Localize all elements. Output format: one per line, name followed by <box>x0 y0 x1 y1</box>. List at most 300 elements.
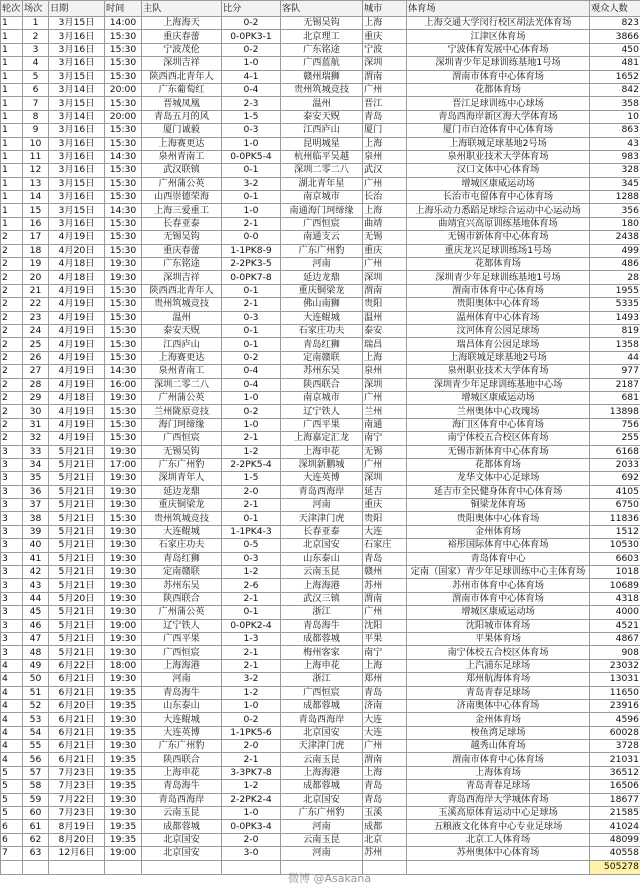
table-row <box>1 432 640 445</box>
cell-attendance: 2187 <box>590 378 640 391</box>
cell-date: 5月21日 <box>49 619 105 632</box>
cell-away-team: 江西庐山 <box>281 124 363 137</box>
cell-away-team: 重庆铜梁龙 <box>281 284 363 297</box>
cell-city: 重庆 <box>363 30 407 43</box>
cell-date: 8月19日 <box>49 820 105 833</box>
col-header-away: 客队 <box>281 1 363 17</box>
table-row <box>1 418 640 431</box>
cell-date: 3月15日 <box>49 17 105 30</box>
cell-home-team: 大连鲲城 <box>142 525 222 538</box>
cell-stadium: 越秀山体育场 <box>407 740 590 753</box>
cell-away-team: 青岛红狮 <box>281 338 363 351</box>
cell-round: 1 <box>1 70 23 83</box>
cell-city: 深圳 <box>363 57 407 70</box>
cell-match-no: 62 <box>23 833 49 846</box>
cell-city: 上海 <box>363 659 407 672</box>
cell-match-no: 43 <box>23 579 49 592</box>
cell-stadium: 无锡市新体育中心体育场 <box>407 231 590 244</box>
cell-date: 4月19日 <box>49 418 105 431</box>
cell-stadium: 郑州航海体育场 <box>407 673 590 686</box>
cell-attendance: 13898 <box>590 405 640 418</box>
cell-attendance: 16506 <box>590 780 640 793</box>
cell-away-team: 南京城市 <box>281 191 363 204</box>
cell-date: 6月21日 <box>49 753 105 766</box>
cell-away-team: 上海海港 <box>281 579 363 592</box>
cell-attendance: 681 <box>590 391 640 404</box>
cell-attendance: 4521 <box>590 619 640 632</box>
table-row <box>1 391 640 404</box>
cell-round: 3 <box>1 458 23 471</box>
cell-away-team: 贵州筑城竞技 <box>281 83 363 96</box>
cell-away-team: 北京国安 <box>281 726 363 739</box>
cell-away-team: 广西蓝航 <box>281 57 363 70</box>
cell-date: 3月16日 <box>49 57 105 70</box>
cell-round: 3 <box>1 592 23 605</box>
cell-home-team: 武汉联镇 <box>142 164 222 177</box>
cell-attendance: 692 <box>590 472 640 485</box>
cell-round: 5 <box>1 780 23 793</box>
cell-away-team: 北京国安 <box>281 793 363 806</box>
cell-match-no: 27 <box>23 365 49 378</box>
cell-home-team: 辽宁铁人 <box>142 619 222 632</box>
cell-match-no: 31 <box>23 418 49 431</box>
table-row <box>1 539 640 552</box>
cell-stadium: 玉溪高原体育运动中心足球场 <box>407 807 590 820</box>
cell-city: 南通 <box>363 418 407 431</box>
cell-home-team: 深圳青年人 <box>142 472 222 485</box>
cell-round: 3 <box>1 485 23 498</box>
table-row <box>1 177 640 190</box>
cell-stadium: 上海乐动力悉蹈足球综合运动中心运动场 <box>407 204 590 217</box>
cell-away-team: 广东广州豹 <box>281 244 363 257</box>
cell-away-team: 大连英博 <box>281 472 363 485</box>
table-row <box>1 579 640 592</box>
cell-city: 上海 <box>363 204 407 217</box>
cell-away-team: 广东广州豹 <box>281 807 363 820</box>
cell-attendance: 481 <box>590 57 640 70</box>
cell-away-team: 杭州临平吴越 <box>281 150 363 163</box>
cell-home-team: 陕西联合 <box>142 753 222 766</box>
cell-stadium: 宁波体育发展中心体育场 <box>407 43 590 56</box>
table-row <box>1 311 640 324</box>
cell-stadium: 渭南市体育中心体育场 <box>407 592 590 605</box>
table-row <box>1 753 640 766</box>
cell-round: 3 <box>1 512 23 525</box>
cell-round: 2 <box>1 432 23 445</box>
cell-home-team: 上海海天 <box>142 17 222 30</box>
cell-home-team: 广东葡萄红 <box>142 83 222 96</box>
cell-away-team: 云南玉昆 <box>281 566 363 579</box>
cell-match-no: 61 <box>23 820 49 833</box>
table-row <box>1 726 640 739</box>
cell-away-team: 上海嘉定汇龙 <box>281 432 363 445</box>
cell-stadium: 花都体育场 <box>407 458 590 471</box>
cell-away-team: 云南玉昆 <box>281 753 363 766</box>
cell-score: 2-2PK5-4 <box>222 458 281 471</box>
col-header-attendance: 观众人数 <box>590 1 640 17</box>
cell-time: 15:30 <box>105 124 142 137</box>
cell-stadium: 增城区康威运动场 <box>407 177 590 190</box>
cell-match-no: 36 <box>23 485 49 498</box>
cell-home-team: 重庆春蕾 <box>142 244 222 257</box>
cell-time: 20:00 <box>105 83 142 96</box>
cell-date: 4月18日 <box>49 391 105 404</box>
cell-score: 0-3 <box>222 552 281 565</box>
cell-attendance: 13031 <box>590 673 640 686</box>
cell-city: 广州 <box>363 391 407 404</box>
cell-city: 兰州 <box>363 405 407 418</box>
cell-round: 1 <box>1 30 23 43</box>
cell-round: 1 <box>1 57 23 70</box>
cell-city: 平果 <box>363 632 407 645</box>
table-row <box>1 70 640 83</box>
cell-score: 3-2 <box>222 177 281 190</box>
cell-stadium: 金州体育场 <box>407 525 590 538</box>
cell-time: 19:30 <box>105 271 142 284</box>
cell-away-team: 河南 <box>281 499 363 512</box>
cell-away-team: 河南 <box>281 847 363 860</box>
cell-home-team: 陕西西北青年人 <box>142 284 222 297</box>
cell-time: 19:35 <box>105 753 142 766</box>
cell-score: 1-2 <box>222 445 281 458</box>
cell-round: 1 <box>1 43 23 56</box>
cell-score: 0-2 <box>222 351 281 364</box>
cell-away-team: 南通支云 <box>281 231 363 244</box>
cell-round: 4 <box>1 673 23 686</box>
cell-round: 3 <box>1 499 23 512</box>
table-row <box>1 204 640 217</box>
cell-match-no: 15 <box>23 204 49 217</box>
cell-match-no: 54 <box>23 726 49 739</box>
cell-city: 渭南 <box>363 70 407 83</box>
cell-match-no: 2 <box>23 30 49 43</box>
cell-match-no: 42 <box>23 566 49 579</box>
cell-away-team: 浙江 <box>281 606 363 619</box>
cell-stadium: 青岛青春足球场 <box>407 780 590 793</box>
cell-city: 济南 <box>363 699 407 712</box>
cell-time: 15:30 <box>105 284 142 297</box>
cell-match-no: 26 <box>23 351 49 364</box>
cell-home-team: 青岛海牛 <box>142 780 222 793</box>
cell-match-no: 1 <box>23 17 49 30</box>
table-row <box>1 324 640 337</box>
cell-match-no: 16 <box>23 217 49 230</box>
cell-home-team: 上海三爱重工 <box>142 204 222 217</box>
cell-stadium: 苏州奥体中心体育场 <box>407 847 590 860</box>
cell-attendance: 3866 <box>590 30 640 43</box>
cell-match-no: 56 <box>23 753 49 766</box>
cell-city: 大连 <box>363 726 407 739</box>
cell-score: 1-0 <box>222 807 281 820</box>
cell-city: 上海 <box>363 766 407 779</box>
cell-city: 苏州 <box>363 847 407 860</box>
cell-time: 19:30 <box>105 552 142 565</box>
cell-round: 2 <box>1 365 23 378</box>
cell-city: 青岛 <box>363 552 407 565</box>
cell-home-team: 广东广州豹 <box>142 458 222 471</box>
cell-match-no: 18 <box>23 244 49 257</box>
cell-home-team: 北京国安 <box>142 847 222 860</box>
cell-city: 广州 <box>363 606 407 619</box>
cell-attendance: 11650 <box>590 686 640 699</box>
cell-attendance: 44 <box>590 351 640 364</box>
cell-date: 4月19日 <box>49 231 105 244</box>
cell-city: 曲靖 <box>363 217 407 230</box>
cell-time: 16:00 <box>105 378 142 391</box>
cell-round: 2 <box>1 324 23 337</box>
table-row <box>1 807 640 820</box>
cell-home-team: 青岛海牛 <box>142 686 222 699</box>
cell-score: 3-3PK7-8 <box>222 766 281 779</box>
cell-city: 晋江 <box>363 97 407 110</box>
cell-home-team: 北京国安 <box>142 833 222 846</box>
cell-time: 15:30 <box>105 137 142 150</box>
cell-date: 4月19日 <box>49 365 105 378</box>
cell-attendance: 756 <box>590 418 640 431</box>
cell-home-team: 贵州筑城竞技 <box>142 298 222 311</box>
cell-attendance: 23916 <box>590 699 640 712</box>
cell-away-team: 青岛西海岸 <box>281 713 363 726</box>
cell-score: 0-1 <box>222 606 281 619</box>
cell-away-team: 青岛海牛 <box>281 619 363 632</box>
cell-attendance: 10530 <box>590 539 640 552</box>
cell-match-no: 30 <box>23 405 49 418</box>
cell-round: 2 <box>1 351 23 364</box>
cell-stadium: 上海交通大学闵行校区胡法光体育场 <box>407 17 590 30</box>
cell-round: 4 <box>1 713 23 726</box>
table-row <box>1 740 640 753</box>
cell-away-team: 辽宁铁人 <box>281 405 363 418</box>
cell-match-no: 6 <box>23 83 49 96</box>
cell-match-no: 5 <box>23 70 49 83</box>
cell-away-team: 南通海门珂缔缘 <box>281 204 363 217</box>
cell-city: 上海 <box>363 137 407 150</box>
table-row <box>1 833 640 846</box>
cell-stadium: 温州体育中心体育场 <box>407 311 590 324</box>
cell-city: 无锡 <box>363 231 407 244</box>
cell-score: 1-1PK5-6 <box>222 726 281 739</box>
cell-attendance: 908 <box>590 646 640 659</box>
cell-city: 郑州 <box>363 673 407 686</box>
cell-time: 19:30 <box>105 539 142 552</box>
cell-home-team: 广州蒲公英 <box>142 391 222 404</box>
col-header-time: 时间 <box>105 1 142 17</box>
cell-stadium: 增城区康威运动场 <box>407 391 590 404</box>
table-row <box>1 646 640 659</box>
cell-match-no: 10 <box>23 137 49 150</box>
cell-attendance: 21585 <box>590 807 640 820</box>
cell-stadium: 平果体育场 <box>407 632 590 645</box>
cell-attendance: 1018 <box>590 566 640 579</box>
cell-score: 2-0 <box>222 485 281 498</box>
cell-home-team: 宁波茂伦 <box>142 43 222 56</box>
cell-round: 3 <box>1 445 23 458</box>
cell-round: 1 <box>1 177 23 190</box>
cell-time: 15:30 <box>105 311 142 324</box>
cell-round: 2 <box>1 271 23 284</box>
cell-away-team: 浙江 <box>281 673 363 686</box>
cell-score: 0-0PK3-4 <box>222 820 281 833</box>
cell-away-team: 上海申花 <box>281 445 363 458</box>
cell-attendance: 4867 <box>590 632 640 645</box>
cell-round: 2 <box>1 311 23 324</box>
col-header-match: 场次 <box>23 1 49 17</box>
cell-stadium: 五粮液文化体育中心专业足球场 <box>407 820 590 833</box>
table-row <box>1 793 640 806</box>
cell-round: 1 <box>1 191 23 204</box>
cell-date: 5月21日 <box>49 512 105 525</box>
cell-away-team: 深圳二零二八 <box>281 164 363 177</box>
cell-match-no: 11 <box>23 150 49 163</box>
cell-date: 4月18日 <box>49 258 105 271</box>
col-header-round: 轮次 <box>1 1 23 17</box>
cell-stadium: 上海联城足球基地2号场 <box>407 351 590 364</box>
cell-home-team: 广西平果 <box>142 632 222 645</box>
cell-city: 青岛 <box>363 686 407 699</box>
table-row <box>1 686 640 699</box>
cell-match-no: 50 <box>23 673 49 686</box>
cell-round: 1 <box>1 217 23 230</box>
cell-attendance: 823 <box>590 17 640 30</box>
cell-city: 泉州 <box>363 365 407 378</box>
cell-attendance: 10 <box>590 110 640 123</box>
cell-attendance: 2438 <box>590 231 640 244</box>
cell-away-team: 湖北青年星 <box>281 177 363 190</box>
cell-score: 2-6 <box>222 579 281 592</box>
cell-score: 0-2 <box>222 713 281 726</box>
cell-match-no: 19 <box>23 258 49 271</box>
cell-away-team: 广西恒宸 <box>281 217 363 230</box>
cell-time: 15:30 <box>105 324 142 337</box>
cell-date: 3月16日 <box>49 43 105 56</box>
cell-home-team: 广西恒宸 <box>142 646 222 659</box>
cell-stadium: 花都体育场 <box>407 258 590 271</box>
cell-city: 泉州 <box>363 150 407 163</box>
cell-score: 0-4 <box>222 83 281 96</box>
cell-date: 3月15日 <box>49 204 105 217</box>
table-row <box>1 592 640 605</box>
cell-match-no: 47 <box>23 632 49 645</box>
cell-round: 4 <box>1 740 23 753</box>
cell-match-no: 57 <box>23 766 49 779</box>
col-header-date: 日期 <box>49 1 105 17</box>
cell-stadium: 铜梁龙体育场 <box>407 499 590 512</box>
cell-away-team: 广东铭途 <box>281 43 363 56</box>
cell-score: 1-2 <box>222 686 281 699</box>
cell-score: 1-1PK8-9 <box>222 244 281 257</box>
cell-city: 沈阳 <box>363 619 407 632</box>
cell-home-team: 泉州青南工 <box>142 365 222 378</box>
cell-away-team: 山东泰山 <box>281 552 363 565</box>
cell-match-no: 14 <box>23 191 49 204</box>
cell-time: 19:35 <box>105 780 142 793</box>
table-row <box>1 485 640 498</box>
cell-match-no: 41 <box>23 552 49 565</box>
cell-time: 19:30 <box>105 673 142 686</box>
cell-match-no: 58 <box>23 780 49 793</box>
cell-away-team: 泰安天贶 <box>281 110 363 123</box>
cell-round: 2 <box>1 244 23 257</box>
table-row <box>1 619 640 632</box>
cell-date: 5月21日 <box>49 499 105 512</box>
cell-round: 1 <box>1 137 23 150</box>
cell-home-team: 广东广州豹 <box>142 740 222 753</box>
cell-away-team: 佛山南狮 <box>281 298 363 311</box>
table-row <box>1 458 640 471</box>
cell-city: 渭南 <box>363 284 407 297</box>
cell-date: 5月21日 <box>49 472 105 485</box>
cell-attendance: 6603 <box>590 552 640 565</box>
cell-round: 3 <box>1 646 23 659</box>
table-row <box>1 365 640 378</box>
cell-city: 青岛 <box>363 793 407 806</box>
cell-score: 0-2 <box>222 43 281 56</box>
cell-stadium: 北京工人体育场 <box>407 833 590 846</box>
cell-home-team: 厦门诚毅 <box>142 124 222 137</box>
cell-date: 4月20日 <box>49 244 105 257</box>
cell-score: 0-1 <box>222 324 281 337</box>
cell-home-team: 重庆春蕾 <box>142 30 222 43</box>
cell-attendance: 842 <box>590 83 640 96</box>
table-row <box>1 137 640 150</box>
cell-away-team: 成都蓉城 <box>281 699 363 712</box>
cell-away-team: 昆明城星 <box>281 137 363 150</box>
cell-date: 5月21日 <box>49 566 105 579</box>
cell-attendance: 11836 <box>590 512 640 525</box>
cell-time: 19:30 <box>105 499 142 512</box>
cell-date: 8月20日 <box>49 833 105 846</box>
cell-stadium: 重庆龙兴足球训练场1号场 <box>407 244 590 257</box>
cell-attendance: 3728 <box>590 740 640 753</box>
cell-attendance: 4000 <box>590 606 640 619</box>
cell-date: 5月21日 <box>49 485 105 498</box>
cell-away-team: 河南 <box>281 820 363 833</box>
cell-time: 15:30 <box>105 432 142 445</box>
cell-match-no: 34 <box>23 458 49 471</box>
cell-stadium: 深圳青少年足球训练基地1号场 <box>407 57 590 70</box>
cell-stadium: 渭南市体育中心体育场 <box>407 284 590 297</box>
cell-time: 15:30 <box>105 244 142 257</box>
cell-date: 7月23日 <box>49 807 105 820</box>
cell-city: 贵阳 <box>363 512 407 525</box>
cell-date: 5月21日 <box>49 579 105 592</box>
header-row <box>1 1 640 17</box>
cell-away-team: 大连鲲城 <box>281 311 363 324</box>
cell-score: 2-1 <box>222 298 281 311</box>
table-row <box>1 57 640 70</box>
table-row <box>1 284 640 297</box>
cell-home-team: 石家庄功夫 <box>142 539 222 552</box>
cell-attendance: 2033 <box>590 458 640 471</box>
cell-time: 14:30 <box>105 365 142 378</box>
cell-round: 1 <box>1 150 23 163</box>
cell-round: 3 <box>1 472 23 485</box>
cell-match-no: 33 <box>23 445 49 458</box>
cell-home-team: 兰州陇原竞技 <box>142 405 222 418</box>
cell-stadium: 龙华文体中心足球场 <box>407 472 590 485</box>
cell-date: 4月19日 <box>49 311 105 324</box>
table-row <box>1 847 640 860</box>
cell-city: 瑞昌 <box>363 338 407 351</box>
cell-date: 3月14日 <box>49 110 105 123</box>
table-row <box>1 244 640 257</box>
cell-home-team: 无锡吴钩 <box>142 231 222 244</box>
cell-score: 2-1 <box>222 499 281 512</box>
cell-match-no: 28 <box>23 378 49 391</box>
cell-time: 15:30 <box>105 57 142 70</box>
cell-home-team: 青岛西海岸 <box>142 793 222 806</box>
cell-home-team: 大连鲲城 <box>142 713 222 726</box>
